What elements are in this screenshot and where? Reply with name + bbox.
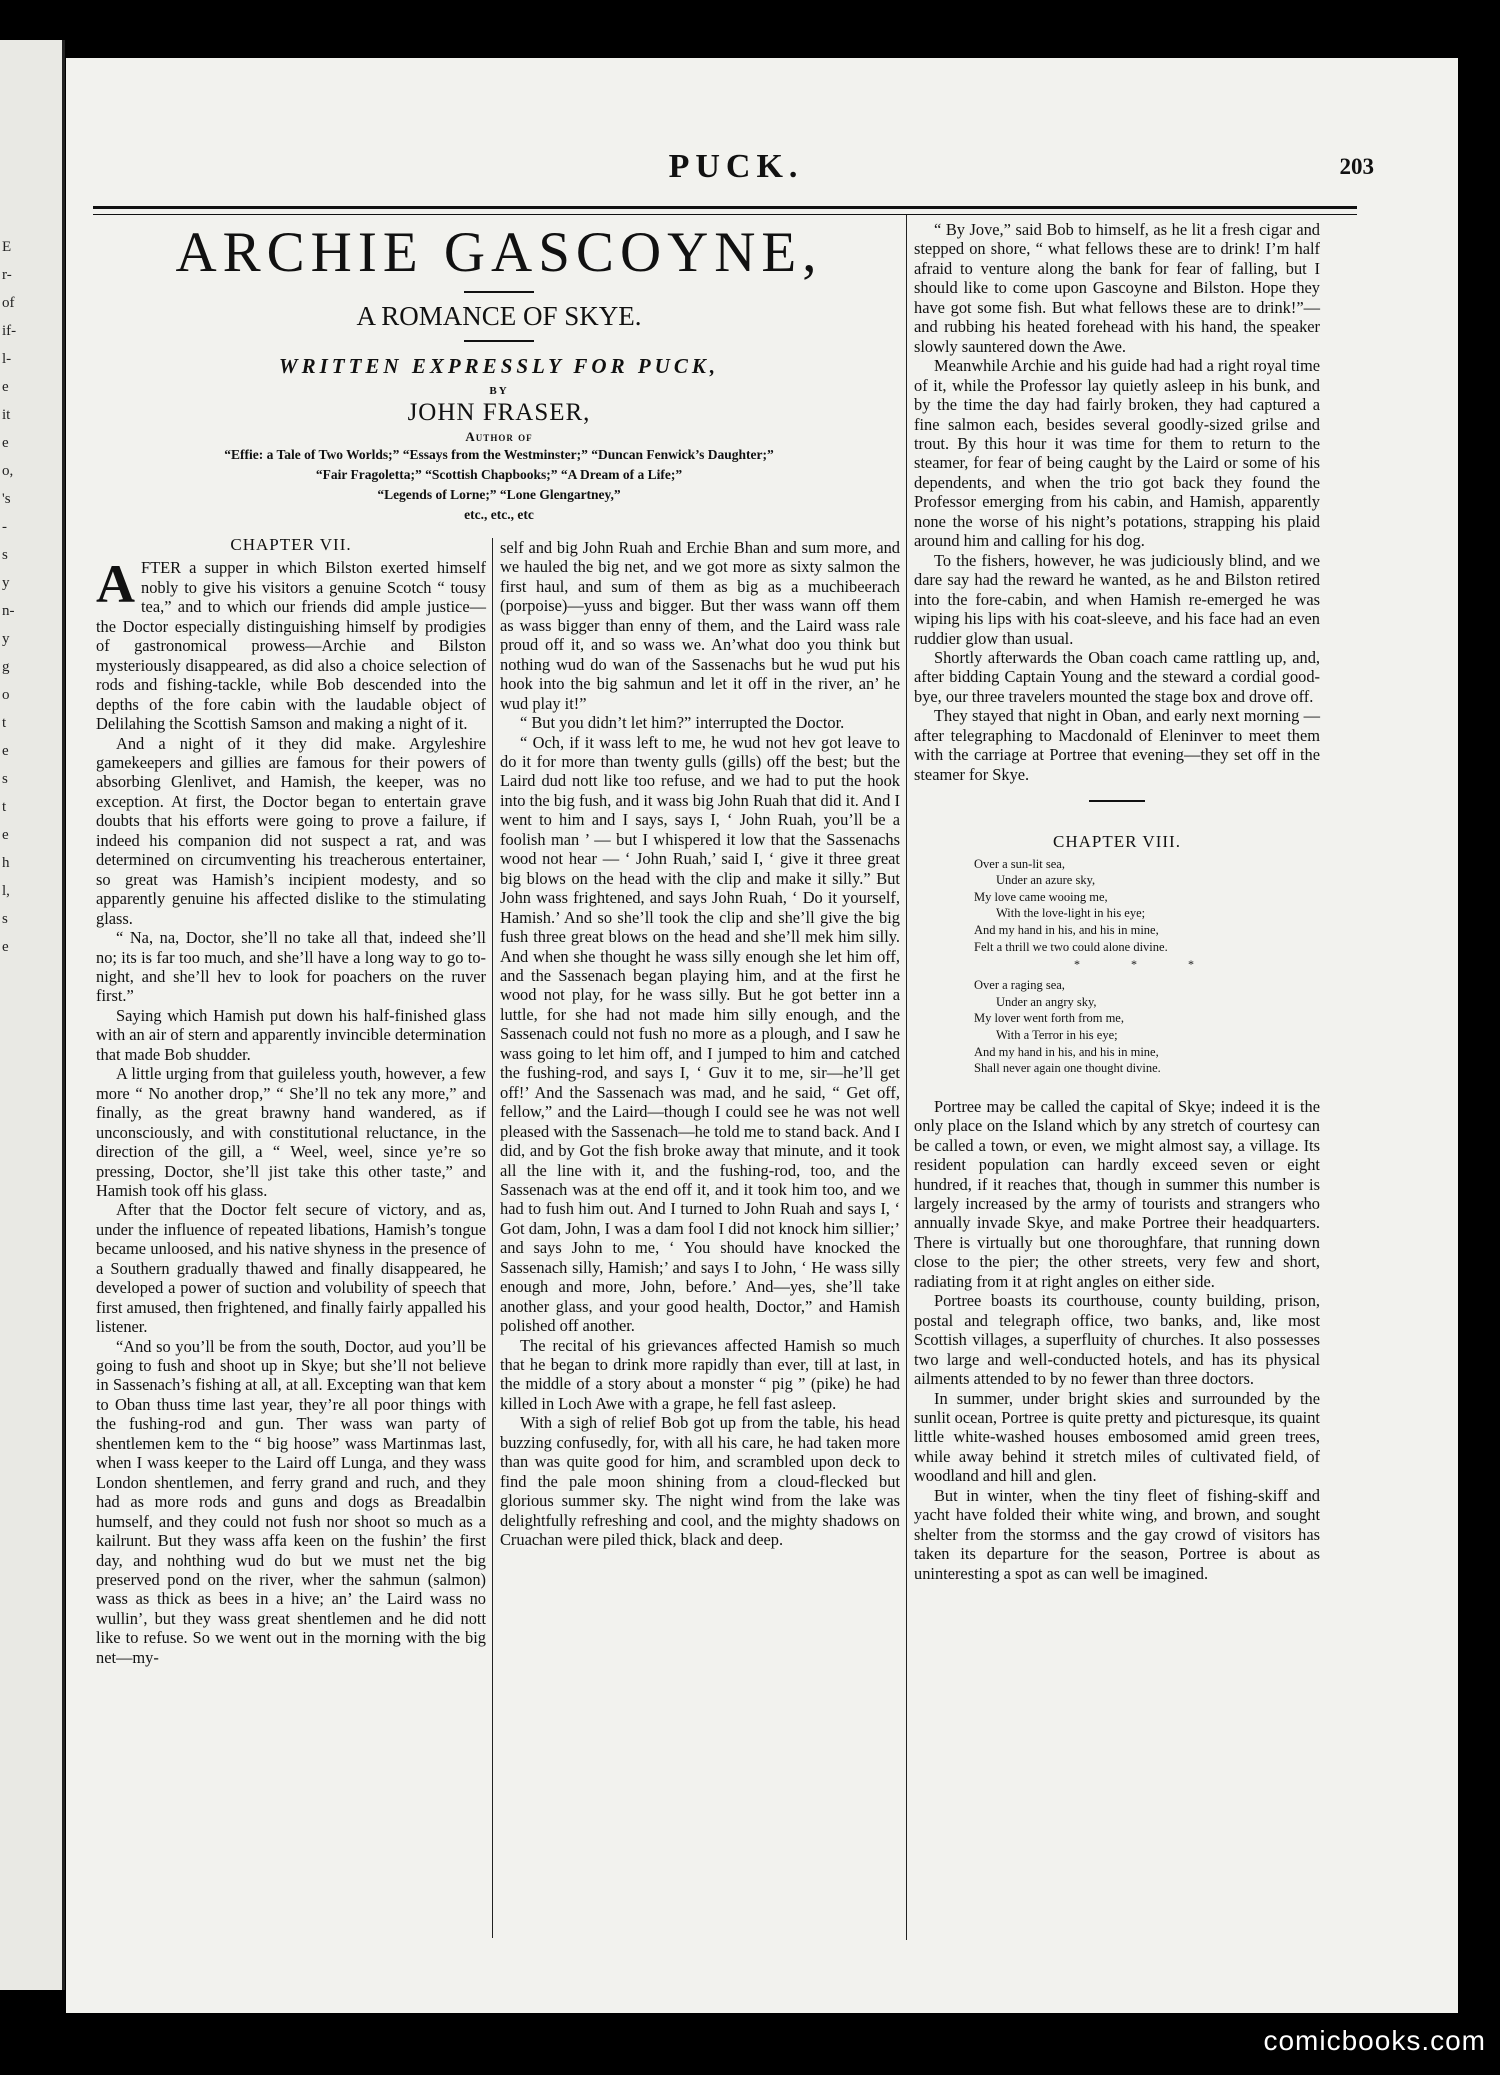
column-3: [914, 220, 1320, 1583]
by-line: BY: [489, 385, 509, 397]
page-number: 203: [1339, 154, 1374, 179]
poem-line: Shall never again one thought divine.: [974, 1061, 1161, 1076]
left-page-fragment: e: [2, 435, 9, 451]
column-2: [500, 538, 900, 1550]
left-page-fragment: -: [2, 519, 7, 535]
left-page-fragment: y: [2, 631, 10, 647]
left-page-fragment: e: [2, 827, 9, 843]
left-page-fragment: s: [2, 771, 8, 787]
left-page-edge: [0, 40, 65, 1990]
column-rule-right: [906, 215, 907, 1940]
paragraph: To the fishers, however, he was judiciously blind, and we dare say had the reward he wanted, as he and Bilston retired into the fore-cabin, and when Hamish re-emerged he was wiping his lips with his coat-sleeve, and his face had an even ruddier glow than usual.: [914, 550, 1320, 648]
left-page-fragment: o,: [2, 463, 14, 479]
section-rule: [1089, 800, 1145, 802]
paragraph: Saying which Hamish put down his half-finished glass with an air of stern and apparently invincible determination that made Bob shudder.: [96, 1005, 486, 1064]
poem-line: Under an azure sky,: [996, 873, 1096, 888]
left-page-fragment: E: [2, 239, 12, 255]
poem-line: Felt a thrill we two could alone divine.: [974, 939, 1168, 954]
left-page-fragment: g: [2, 659, 10, 675]
left-page-fragment: it: [2, 407, 11, 423]
page-header: [66, 148, 1458, 198]
poem-line: And my hand in his, and his in mine,: [974, 1044, 1159, 1059]
article-heading: [96, 218, 902, 525]
works-line: “Fair Fragoletta;” “Scottish Chapbooks;” “A Dream of a Life;”: [315, 467, 683, 482]
left-page-fragment: 's: [2, 491, 11, 507]
left-page-fragment: e: [2, 939, 9, 955]
drop-cap: A: [96, 554, 135, 615]
poem-line: With the love-light in his eye;: [996, 906, 1146, 921]
left-page-fragment: e: [2, 743, 9, 759]
chapter-heading: CHAPTER VII.: [230, 535, 352, 554]
left-page-fragment: t: [2, 799, 7, 815]
paragraph: Meanwhile Archie and his guide had had a right royal time of it, while the Professor lay quietly asleep in his bunk, and by the time the day had fairly broken, they had captured a fine salmon each, besides several goodly-sized grilse and trout. By this hour it was time for them to return to the steamer, for fear of being caught by the Laird or some of his dependents, and when the trio got back they found the Professor emerging from his cabin, and Hamish, apparently none the worse of his night’s potations, strapping his plaid around him and calling for his dog.: [914, 356, 1320, 551]
paragraph: But in winter, when the tiny fleet of fishing-skiff and yacht have folded their white wing, and brown, and sought shelter from the stormss and the gay crowd of visitors has taken its departure for the season, Portree is about as uninteresting a spot as can well be imagined.: [914, 1485, 1320, 1583]
stanza-separator: * * *: [1074, 957, 1218, 972]
written-for-line: WRITTEN EXPRESSLY FOR PUCK,: [278, 354, 720, 378]
poem-line: And my hand in his, and his in mine,: [974, 922, 1159, 937]
paragraph: “ But you didn’t let him?” interrupted the Doctor.: [520, 713, 845, 733]
paragraph: They stayed that night in Oban, and early next morning — after telegraphing to Macdonald of Eleninver to meet them with the carriage at Portree that evening—they set off in the steamer for Skye.: [914, 706, 1320, 784]
site-watermark: comicbooks.com: [1263, 2025, 1486, 2056]
paragraph: With a sigh of relief Bob got up from the table, his head buzzing confusedly, for, with all his care, he had taken more than was quite good for him, and scrambled upon deck to find the pale moon shining from a cloud-flecked but glorious summer sky. The night wind from the lake was delightfully refreshing and cool, and the mighty shadows on Cruachan were piled thick, black and deep.: [500, 1413, 900, 1550]
paragraph: Portree may be called the capital of Skye; indeed it is the only place on the Island which by any stretch of courtesy can be called a town, or even, we might almost say, a village. Its resident population can hardly exceed seven or eight hundred, if it reaches that, though in summer this number is largely increased by the army of tourists and strangers who annually invade Skye, and make Portree their headquarters. There is virtually but one thoroughfare, that running down close to the pier; the other streets, very few and short, radiating from it at right angles on either side.: [914, 1096, 1320, 1291]
poem-stanza-1: [974, 856, 1320, 956]
author-of-label: Author of: [465, 429, 533, 444]
paragraph: “ By Jove,” said Bob to himself, as he lit a fresh cigar and stepped on shore, “ what fellows these are to drink! I’m half afraid to venture along the bank for fear of falling, but I should like to come upon Gascoyne and Bilston. Hope they have got some fish. But what fellows these are to drink!”—and rubbing his heated forehead with his hand, the speaker slowly sauntered down the Awe.: [914, 220, 1320, 356]
column-rule-middle: [492, 538, 493, 1938]
poem-line: My lover went forth from me,: [974, 1011, 1124, 1026]
left-page-fragment: s: [2, 547, 8, 563]
article-subtitle: A ROMANCE OF SKYE.: [356, 301, 642, 331]
paragraph-text: FTER a supper in which Bilston exerted himself nobly to give his visitors a genuine Scotch “ tousy tea,” and to which our friends did ample justice—the Doctor especially distinguishing himself by prodigies of gastronomical prowess—Archie and Bilston mysteriously disappeared, as did also a choice selection of rods and fishing-tackle, while Bob descended into the depths of the fore cabin with the laudable object of Delilahing the Scottish Samson and making a night of it.: [96, 558, 486, 734]
paragraph: In summer, under bright skies and surrounded by the sunlit ocean, Portree is quite pretty and picturesque, its quaint little white-washed houses embosomed amid green trees, while away behind it stretch miles of cultivated field, of woodland and hill and glen.: [914, 1388, 1320, 1486]
left-page-fragment: h: [2, 855, 10, 871]
article-title: ARCHIE GASCOYNE,: [175, 221, 823, 284]
left-page-fragment: o: [2, 687, 10, 703]
paragraph: Shortly afterwards the Oban coach came rattling up, and, after bidding Captain Young and the steward a cordial good-bye, our three travelers mounted the stage box and drove off.: [914, 647, 1320, 706]
paragraph: The recital of his grievances affected Hamish so much that he began to drink more rapidly than ever, till at last, in the middle of a story about a monster “ pig ” (pike) he had killed in Loch Awe with a grape, he fell fast asleep.: [500, 1335, 900, 1413]
left-page-fragment: s: [2, 911, 8, 927]
poem-stanza-2: [974, 977, 1320, 1077]
left-page-fragment: n-: [2, 603, 15, 619]
left-page-fragment: of: [2, 295, 15, 311]
paragraph: After that the Doctor felt secure of victory, and as, under the influence of repeated libations, Hamish’s tongue became unloosed, and his native shyness in the presence of a Southern gradually thawed and finally disappeared, he developed a power of suction and volubility of speech that first amused, then frightened, and finally fairly appalled his listener.: [96, 1200, 486, 1337]
author-works: [96, 445, 902, 525]
poem-line: Over a sun-lit sea,: [974, 856, 1065, 871]
left-page-fragment: e: [2, 379, 9, 395]
left-page-fragment: l,: [2, 883, 10, 899]
paragraph: “ Och, if it wass left to me, he wud not hev got leave to do it for more than twenty gulls (gills) off the best; but the Laird dud nott like too refuse, and we had to put the hook into the big fush, and it wass big John Ruah that did it. And I went to him and I says, says I, ‘ John Ruah, you’ll be a foolish man ’ — but I whispered it low that the Sassenachs wood not hear — ‘ John Ruah,’ said I, ‘ give it three great big blows on the head with the clip and make it silly.” But John wass frightened, and says John Ruah, ‘ Do it yourself, Hamish.’ And so she’ll took the clip and she’ll give the big fush three great blows on the head and she’ll mek him silly. And when she thought he wass silly enough she let him off, and the Sassenach began playing him, and at the first he wood not play, for he wass silly. But he got better inn a luttle, for she had not made him silly enough, and the Sassenach could not fush no more as a plough, and I saw he wass going to let him off, and I jumped to him and catched the fushing-rod, and says I, ‘ Guv it to me, sir—he’ll get off!’ And the Sassenach was mad, and he said, “ Get off, fellow,” and the Laird—though I could see he was not well pleased with the Sassenach—he told me to stand back. And I did, and by Got the fish broke away that minute, and it took all the line with it, and the fushing-rod, too, and the Sassenach was at the end off it, and it took him too, and we had to fush him out. And I turned to John Ruah and says I, ‘ Got dam, John, I was a dam fool I did not knock him sillier;’ and says John to me, ‘ You should have knocked the Sassenach silly, Hamish;’ and says I to John, ‘ He wass silly enough and more, John, before.’ And—yes, she’ll take another glass, and your good health, Doctor,” and Hamish polished off another.: [500, 732, 900, 1336]
left-page-fragment: r-: [2, 267, 12, 283]
paragraph: self and big John Ruah and Erchie Bhan and sum more, and we hauled the big net, and we got more as sixty salmon the first haul, and sum of them as big as a muchibeerach (porpoise)—yuss and bigger. But ther wass wann off them as wass bigger than enny of them, and the Laird wass rale proud off it, and so wass we. An’what doo you think but nothing wud do wan of the Sassenachs but he wud put his hook into the big sahmun and let it off in the river, an’ he wud play it!”: [500, 538, 900, 713]
left-page-fragment: y: [2, 575, 10, 591]
left-page-fragment: l-: [2, 351, 12, 367]
paragraph: “ Na, na, Doctor, she’ll no take all that, indeed she’ll no; its is far too much, and she’ll have a long way to go to-night, and she’ll hev to look for poachers on the ruver first.”: [96, 928, 486, 1006]
poem-line: Over a raging sea,: [974, 978, 1065, 993]
magazine-page: [66, 58, 1458, 2013]
poem-line: My love came wooing me,: [974, 889, 1108, 904]
paragraph: “And so you’ll be from the south, Doctor, aud you’ll be going to fush and shoot up in Skye; but she’ll not believe in Sassenach’s fishing at all, at all. Excepting wan that kem to Oban thuss time last year, they’re all poor things with the fushing-rod and gun. Ther wass wan party of shentlemen kem to the “ big hoose” wass Martinmas last, when I wass keeper to the Laird off Lunga, and they wass London shentlemen, and ferry grand and ruch, and they had as more rods and guns and dogs as Breadalbin humself, and they could not fush nor shoot so much as a kailrunt. But they wass affa keen on the fushin’ the first day, and nohthing wud do but we must net the big preserved pond on the river, wher the sahmun (salmon) wass as thick as bees in a hive; an’ the Laird wass no wullin’, but they wass great shentlemen and he did nott like to refuse. So we went out in the morning with the big net—my-: [96, 1336, 486, 1667]
paragraph: A little urging from that guileless youth, however, a few more “ No another drop,” “ She’ll no tek any more,” and finally, as the great brawny hand wandered, as if unconsciously, and with constitutional reluctance, in the direction of the gill, a “ Weel, weel, since ye’re so pressing, Doctor, she’ll jist take this other taste,” and Hamish took off his glass.: [96, 1064, 486, 1200]
header-rule: [93, 206, 1357, 215]
left-page-fragment: if-: [2, 323, 17, 339]
works-line: etc., etc., etc: [464, 507, 534, 522]
subtitle-rule: [464, 340, 534, 342]
chapter-heading: CHAPTER VIII.: [1053, 832, 1181, 852]
magazine-title: PUCK.: [668, 148, 804, 185]
paragraph: Portree boasts its courthouse, county building, prison, postal and telegraph office, two banks, and, like most Scottish villages, a superfluity of churches. It also possesses two large and well-conducted hotels, and has its physical ailments attended to by no fewer than three doctors.: [914, 1291, 1320, 1389]
poem-line: With a Terror in his eye;: [996, 1027, 1118, 1042]
poem-line: Under an angry sky,: [996, 994, 1097, 1009]
title-rule: [464, 291, 534, 293]
left-page-fragment: t: [2, 715, 7, 731]
paragraph: And a night of it they did make. Argyleshire gamekeepers and gillies are famous for their powers of absorbing Glenlivet, and Hamish, the keeper, was no exception. At first, the Doctor began to entertain grave doubts that his efforts were going to prove a failure, if indeed his companion did not suspect a rat, and was determined on circumventing his treacherous entertainer, so great was Hamish’s incipient modesty, and so apparently genuine his affected dislike to the stimulating glass.: [96, 733, 486, 928]
author-name: JOHN FRASER,: [407, 399, 591, 426]
works-line: “Effie: a Tale of Two Worlds;” “Essays from the Westminster;” “Duncan Fenwick’s Daughter;”: [224, 447, 774, 462]
column-1: [96, 535, 486, 1667]
paragraph: [96, 554, 486, 734]
works-line: “Legends of Lorne;” “Lone Glengartney,”: [377, 487, 621, 502]
